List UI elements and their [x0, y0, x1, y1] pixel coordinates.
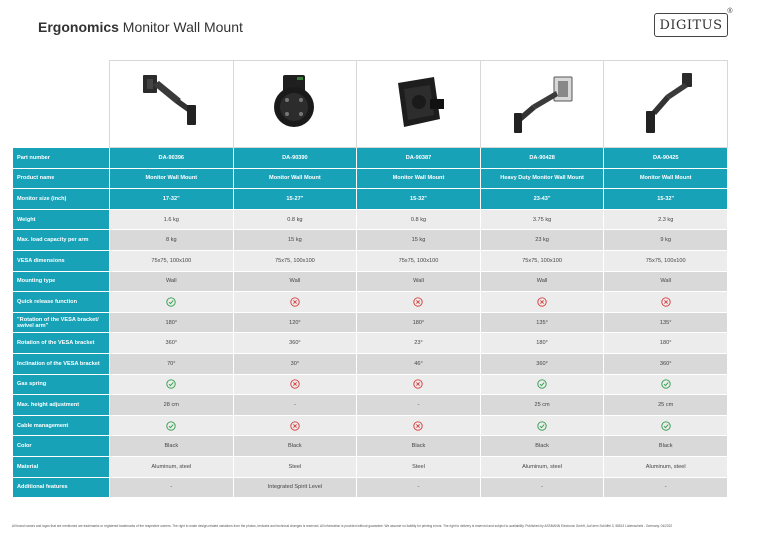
- row-label: Mounting type: [13, 271, 110, 292]
- table-cell: 135°: [480, 312, 604, 333]
- product-image-monitor-arm: [131, 69, 211, 139]
- product-image-cell: [110, 61, 234, 148]
- page-title: [38, 19, 243, 35]
- table-cell: [233, 415, 357, 436]
- check-icon: [661, 379, 671, 389]
- product-image-cell: [233, 61, 357, 148]
- table-cell: Wall: [357, 271, 481, 292]
- row-label: Quick release function: [13, 292, 110, 313]
- table-cell: 15-27": [233, 189, 357, 210]
- table-cell: [110, 292, 234, 313]
- empty-corner-cell: [13, 61, 110, 148]
- table-cell: -: [604, 477, 728, 498]
- product-image-tilt-bracket: [255, 69, 335, 139]
- table-cell: Monitor Wall Mount: [604, 168, 728, 189]
- table-cell: 46°: [357, 353, 481, 374]
- table-cell: 8 kg: [110, 230, 234, 251]
- table-row: [13, 333, 728, 354]
- table-cell: 180°: [480, 333, 604, 354]
- table-cell: [233, 292, 357, 313]
- table-cell: -: [357, 395, 481, 416]
- cross-icon: [537, 297, 547, 307]
- row-label: Product name: [13, 168, 110, 189]
- table-cell: Monitor Wall Mount: [110, 168, 234, 189]
- table-cell: DA-90428: [480, 148, 604, 169]
- row-label: Weight: [13, 209, 110, 230]
- product-image-heavy-duty-arm: [502, 69, 582, 139]
- table-cell: [480, 374, 604, 395]
- table-cell: [357, 374, 481, 395]
- table-row: [13, 415, 728, 436]
- row-label: Inclination of the VESA bracket: [13, 353, 110, 374]
- check-icon: [166, 297, 176, 307]
- table-cell: [604, 415, 728, 436]
- table-row: [13, 168, 728, 189]
- table-cell: 120°: [233, 312, 357, 333]
- table-row: [13, 271, 728, 292]
- cross-icon: [290, 297, 300, 307]
- table-cell: Wall: [480, 271, 604, 292]
- table-cell: [110, 415, 234, 436]
- table-cell: 75x75, 100x100: [357, 250, 481, 271]
- product-image-cell: [357, 61, 481, 148]
- table-cell: 15-32": [357, 189, 481, 210]
- table-cell: Black: [604, 436, 728, 457]
- table-cell: 30°: [233, 353, 357, 374]
- cross-icon: [413, 379, 423, 389]
- table-cell: -: [480, 477, 604, 498]
- logo-registered-mark: ®: [727, 8, 733, 15]
- table-cell: 3.75 kg: [480, 209, 604, 230]
- table-cell: [480, 415, 604, 436]
- table-row: [13, 312, 728, 333]
- table-cell: Steel: [233, 456, 357, 477]
- check-icon: [166, 421, 176, 431]
- check-icon: [661, 421, 671, 431]
- table-row: [13, 456, 728, 477]
- title-rest: Monitor Wall Mount: [122, 19, 243, 35]
- title-bold: Ergonomics: [38, 19, 119, 35]
- row-label: Gas spring: [13, 374, 110, 395]
- table-row: [13, 436, 728, 457]
- table-cell: Wall: [233, 271, 357, 292]
- table-cell: 70°: [110, 353, 234, 374]
- table-cell: 2.3 kg: [604, 209, 728, 230]
- cross-icon: [290, 379, 300, 389]
- table-cell: 23 kg: [480, 230, 604, 251]
- table-cell: 28 cm: [110, 395, 234, 416]
- table-cell: 1.6 kg: [110, 209, 234, 230]
- table-cell: Integrated Spirit Level: [233, 477, 357, 498]
- table-cell: [357, 292, 481, 313]
- table-row: [13, 230, 728, 251]
- product-image-square-bracket: [378, 69, 458, 139]
- table-cell: Aluminum, steel: [110, 456, 234, 477]
- table-cell: [604, 374, 728, 395]
- product-image-row: [13, 61, 728, 148]
- row-label: Cable management: [13, 415, 110, 436]
- table-cell: Black: [233, 436, 357, 457]
- logo-text: DIGITUS: [659, 17, 723, 33]
- table-row: [13, 292, 728, 313]
- table-cell: -: [233, 395, 357, 416]
- table-cell: 9 kg: [604, 230, 728, 251]
- check-icon: [537, 421, 547, 431]
- table-cell: 75x75, 100x100: [604, 250, 728, 271]
- product-image-long-arm: [626, 69, 706, 139]
- row-label: "Rotation of the VESA bracket/ swivel arm": [13, 312, 110, 333]
- table-cell: Heavy Duty Monitor Wall Mount: [480, 168, 604, 189]
- table-cell: Monitor Wall Mount: [357, 168, 481, 189]
- table-cell: 23°: [357, 333, 481, 354]
- comparison-table: [12, 60, 728, 498]
- table-row: [13, 250, 728, 271]
- cross-icon: [290, 421, 300, 431]
- table-row: [13, 374, 728, 395]
- table-cell: Black: [480, 436, 604, 457]
- cross-icon: [661, 297, 671, 307]
- table-row: [13, 148, 728, 169]
- table-cell: 23-43": [480, 189, 604, 210]
- row-label: Material: [13, 456, 110, 477]
- table-row: [13, 353, 728, 374]
- table-cell: [233, 374, 357, 395]
- table-cell: Black: [110, 436, 234, 457]
- product-image-cell: [480, 61, 604, 148]
- table-cell: DA-90425: [604, 148, 728, 169]
- table-cell: Aluminum, steel: [604, 456, 728, 477]
- table-row: [13, 189, 728, 210]
- table-cell: 75x75, 100x100: [233, 250, 357, 271]
- table-row: [13, 477, 728, 498]
- table-cell: 180°: [357, 312, 481, 333]
- check-icon: [537, 379, 547, 389]
- table-row: [13, 395, 728, 416]
- table-cell: 15-32": [604, 189, 728, 210]
- table-cell: DA-90396: [110, 148, 234, 169]
- table-cell: 360°: [110, 333, 234, 354]
- table-cell: DA-90390: [233, 148, 357, 169]
- cross-icon: [413, 297, 423, 307]
- table-cell: DA-90387: [357, 148, 481, 169]
- table-cell: Black: [357, 436, 481, 457]
- row-label: Part number: [13, 148, 110, 169]
- table-cell: 15 kg: [357, 230, 481, 251]
- table-cell: 360°: [480, 353, 604, 374]
- table-cell: [110, 374, 234, 395]
- brand-logo: [654, 8, 733, 37]
- table-cell: Monitor Wall Mount: [233, 168, 357, 189]
- table-cell: [480, 292, 604, 313]
- table-cell: 17-32": [110, 189, 234, 210]
- table-cell: 75x75, 100x100: [480, 250, 604, 271]
- cross-icon: [413, 421, 423, 431]
- row-label: Rotation of the VESA bracket: [13, 333, 110, 354]
- footer-disclaimer: All brand names and logos that are mentioned are trademarks or registered trademarks of the respective owners. The right to make design-related variations from the photos, textcabs and technical changes is reserved. All information is provided without guarantee. We assume no liability for printing errors. The right to delivery is reserved and subject to availability. Published by ASSMANN Electronic GmbH, Auf dem Schüffel 3, 58513 Lüdenscheid - Germany. 04/2022: [12, 524, 673, 528]
- table-cell: 135°: [604, 312, 728, 333]
- table-cell: 75x75, 100x100: [110, 250, 234, 271]
- table-cell: 180°: [604, 333, 728, 354]
- table-cell: Wall: [604, 271, 728, 292]
- table-cell: 25 cm: [604, 395, 728, 416]
- table-cell: 360°: [604, 353, 728, 374]
- check-icon: [166, 379, 176, 389]
- row-label: Max. height adjustment: [13, 395, 110, 416]
- table-cell: 360°: [233, 333, 357, 354]
- table-cell: Wall: [110, 271, 234, 292]
- row-label: Monitor size (inch): [13, 189, 110, 210]
- row-label: VESA dimensions: [13, 250, 110, 271]
- table-cell: -: [357, 477, 481, 498]
- table-row: [13, 209, 728, 230]
- table-cell: -: [110, 477, 234, 498]
- table-cell: 0.8 kg: [233, 209, 357, 230]
- table-cell: Steel: [357, 456, 481, 477]
- row-label: Color: [13, 436, 110, 457]
- row-label: Max. load capacity per arm: [13, 230, 110, 251]
- table-cell: 180°: [110, 312, 234, 333]
- table-cell: Aluminum, steel: [480, 456, 604, 477]
- table-cell: 0.8 kg: [357, 209, 481, 230]
- product-image-cell: [604, 61, 728, 148]
- table-cell: [357, 415, 481, 436]
- table-cell: [604, 292, 728, 313]
- table-cell: 25 cm: [480, 395, 604, 416]
- table-cell: 15 kg: [233, 230, 357, 251]
- row-label: Additional features: [13, 477, 110, 498]
